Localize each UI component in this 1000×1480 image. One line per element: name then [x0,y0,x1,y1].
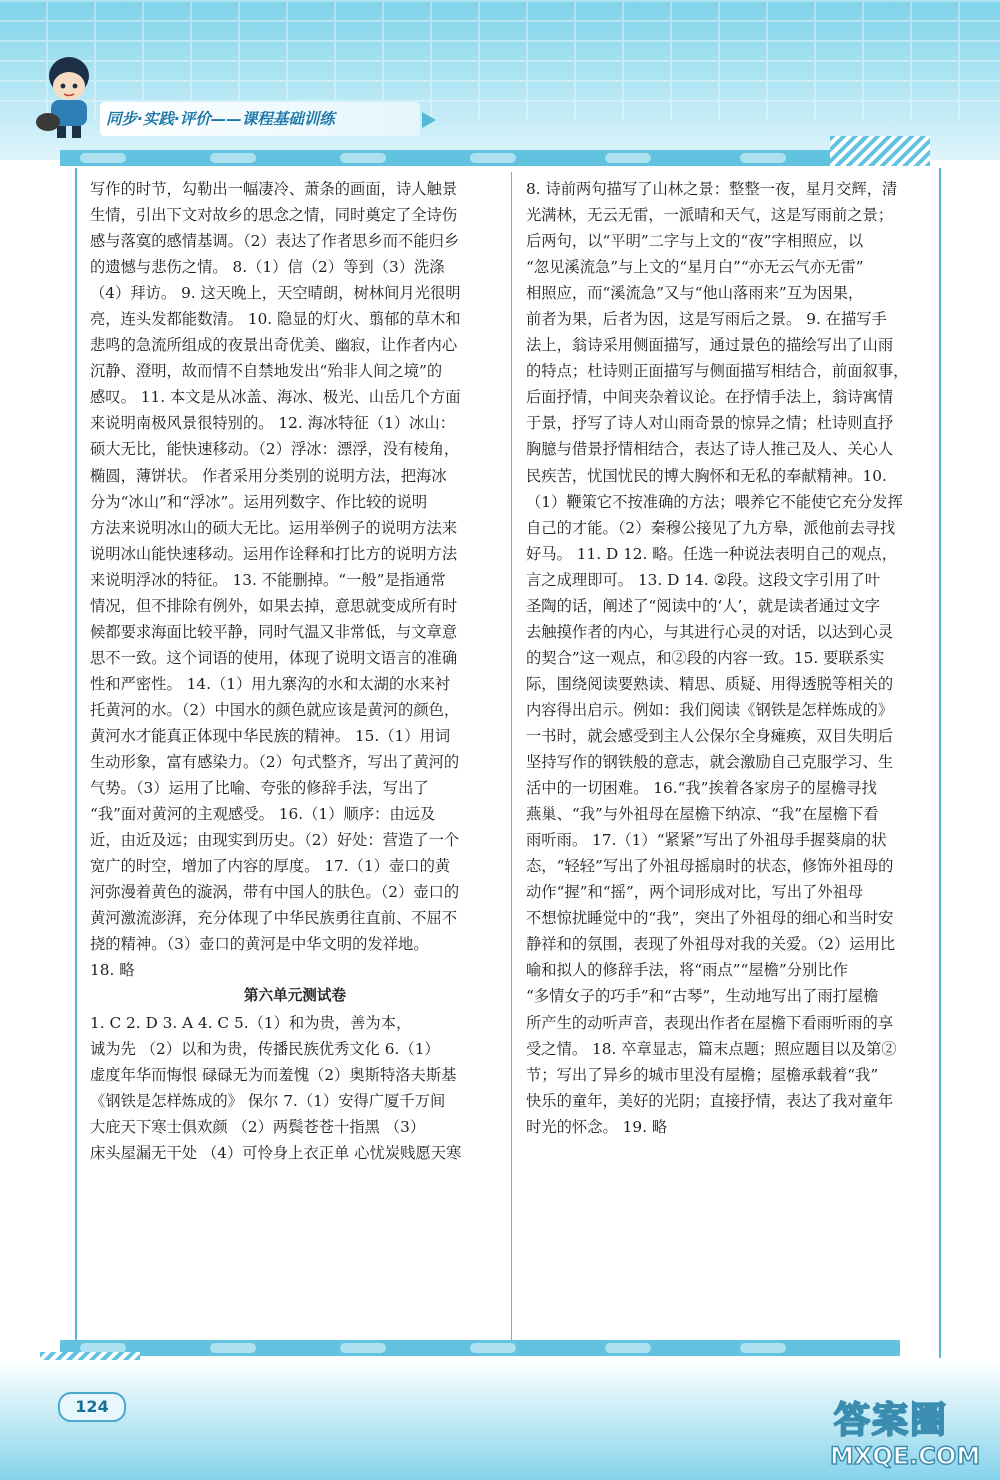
text-line: 快乐的童年，美好的光阴；直接抒情，表达了我对童年 [526,1091,894,1110]
text-line: 来说明浮冰的特征。 13. 不能删掉。“一般”是指通常 [90,570,446,589]
watermark-url: MXQE.COM [830,1442,981,1470]
left-column [90,176,500,1166]
text-line: 于景，抒写了诗人对山雨奇景的惊异之情；杜诗则直抒 [526,414,894,433]
text-line: 河弥漫着黄色的漩涡，带有中国人的肤色。（2）壶口的 [90,883,460,902]
text-line: 沉静、澄明，故而情不自禁地发出“殆非人间之境”的 [90,362,443,381]
text-line: 法上，翁诗采用侧面描写，通过景色的描绘写出了山雨 [526,336,894,355]
text-line: 燕巢、“我”与外祖母在屋檐下纳凉、“我”在屋檐下看 [526,805,879,824]
text-line: （4）拜访。 9. 这天晚上，天空晴朗，树林间月光很明 [90,284,461,303]
text-line: 的契合”这一观点，和②段的内容一致。15. 要联系实 [526,648,885,667]
text-line: 生情，引出下文对故乡的思念之情，同时奠定了全诗伤 [90,206,458,225]
text-line: 好马。 11. D 12. 略。任选一种说法表明自己的观点， [526,544,898,563]
text-line: 分为“冰山”和“浮冰”。运用列数字、作比较的说明 [90,492,428,511]
text-line: 时光的怀念。 19. 略 [526,1117,668,1136]
ribbon-tag [470,153,516,163]
ribbon-tag [740,1343,786,1353]
text-line: 诚为先 （2）以和为贵，传播民族优秀文化 6.（1） [90,1039,440,1058]
text-line: 光满林，无云无雷，一派晴和天气，这是写雨前之景； [526,206,894,225]
series-title [100,102,420,136]
text-line: 托黄河的水。（2）中国水的颜色就应该是黄河的颜色， [90,700,460,719]
text-line: 《钢铁是怎样炼成的》 保尔 7.（1）安得广厦千万间 [90,1091,446,1110]
text-line: 性和严密性。 14.（1）用九寨沟的水和太湖的水来衬 [90,674,451,693]
text-line: 静祥和的氛围，表现了外祖母对我的关爱。（2）运用比 [526,935,896,954]
text-line: 气势。（3）运用了比喻、夸张的修辞手法，写出了 [90,779,429,798]
text-line: 近，由近及远；由现实到历史。（2）好处：营造了一个 [90,831,460,850]
text-line: 候都要求海面比较平静，同时气温又非常低，与文章意 [90,622,458,641]
series-title-text: 同步·实践·评价——课程基础训练 [106,110,335,128]
text-line: 床头屋漏无干处 （4）可怜身上衣正单 心忧炭贱愿天寒 [90,1143,462,1162]
text-line: 椭圆，薄饼状。 作者采用分类别的说明方法，把海冰 [90,466,447,485]
column-divider [511,172,512,1340]
text-line: 挠的精神。（3）壶口的黄河是中华文明的发祥地。 [90,935,429,954]
text-line: 后面抒情，中间夹杂着议论。在抒情手法上，翁诗寓情 [526,388,894,407]
ribbon-tag [740,153,786,163]
text-line: 的遗憾与悲伤之情。 8.（1）信（2）等到（3）洗涤 [90,258,445,277]
text-line: “忽见溪流急”与上文的“星月白”“亦无云气亦无雷” [526,258,864,277]
text-line: 黄河激流澎湃，充分体现了中华民族勇往直前、不屈不 [90,909,458,928]
section-title: 第六单元测试卷 [243,987,347,1005]
text-line: 节；写出了异乡的城市里没有屋檐；屋檐承载着“我” [526,1065,879,1084]
bottom-ribbon [60,1340,900,1356]
text-line: 来说明南极风景很特别的。 12. 海冰特征（1）冰山： [90,414,456,433]
text-line: 悲鸣的急流所组成的夜景出奇优美、幽寂，让作者内心 [90,336,458,355]
text-line: 18. 略 [90,961,135,980]
text-line: 生动形象，富有感染力。（2）句式整齐，写出了黄河的 [90,753,460,772]
stripe-decoration [830,136,930,166]
text-line: 际，围绕阅读要熟读、精思、质疑、用得透脱等相关的 [526,674,894,693]
text-line: 情况，但不排除有例外，如果去掉，意思就变成所有时 [90,596,458,615]
text-line: 思不一致。这个词语的使用，体现了说明文语言的准确 [90,648,458,667]
text-line: 不想惊扰睡觉中的“我”，突出了外祖母的细心和当时安 [526,909,894,928]
text-line: 坚持写作的钢铁般的意志，就会激励自己克服学习、生 [526,753,894,772]
ribbon-tag [340,153,386,163]
text-line: “我”面对黄河的主观感受。 16.（1）顺序：由远及 [90,805,436,824]
text-line: 自己的才能。（2）秦穆公接见了九方皋，派他前去寻找 [526,518,896,537]
text-line: 喻和拟人的修辞手法，将“雨点”“屋檐”分别比作 [526,961,848,980]
ribbon-tag [605,153,651,163]
ribbon-tag [605,1343,651,1353]
text-line: 言之成理即可。 13. D 14. ②段。这段文字引用了叶 [526,570,881,589]
text-line: 黄河水才能真正体现中华民族的精神。 15.（1）用词 [90,726,451,745]
text-line: 民疾苦，忧国忧民的博大胸怀和无私的奉献精神。10. [526,466,887,485]
mascot-icon [34,52,104,142]
text-line: 一书时，就会感受到主人公保尔全身瘫痪，双目失明后 [526,726,894,745]
right-column [526,176,926,1140]
ribbon-tag [210,1343,256,1353]
text-line: 动作“握”和“摇”，两个词形成对比，写出了外祖母 [526,883,864,902]
text-line: 8. 诗前两句描写了山林之景：整整一夜，星月交辉，清 [526,180,898,198]
text-line: 大庇天下寒士俱欢颜 （2）两鬓苍苍十指黑 （3） [90,1117,426,1136]
text-line: “多情女子的巧手”和“古琴”，生动地写出了雨打屋檐 [526,987,879,1006]
text-line: 感与落寞的感情基调。（2）表达了作者思乡而不能归乡 [90,232,460,251]
text-line: 宽广的时空，增加了内容的厚度。 17.（1）壶口的黄 [90,857,451,876]
text-line: 所产生的动听声音，表现出作者在屋檐下看雨听雨的享 [526,1013,894,1032]
arrow-icon [422,112,436,128]
text-line: 活中的一切困难。 16.“我”挨着各家房子的屋檐寻找 [526,779,877,798]
text-line: 写作的时节，勾勒出一幅凄冷、萧条的画面，诗人触景 [90,180,458,198]
text-line: 受之情。 18. 卒章显志，篇末点题；照应题目以及第② [526,1039,897,1058]
text-line: 前者为果，后者为因，这是写雨后之景。 9. 在描写手 [526,310,887,329]
text-line: （1）鞭策它不按准确的方法；喂养它不能使它充分发挥 [526,492,903,511]
top-ribbon [60,150,900,166]
ribbon-tag [340,1343,386,1353]
text-line: 雨听雨。 17.（1）“紧紧”写出了外祖母手握葵扇的状 [526,831,887,850]
text-line: 感叹。 11. 本文是从冰盖、海冰、极光、山岳几个方面 [90,388,461,407]
text-line: 1. C 2. D 3. A 4. C 5.（1）和为贵，善为本， [90,1013,412,1032]
text-line: 方法来说明冰山的硕大无比。运用举例子的说明方法来 [90,518,458,537]
ribbon-tag [470,1343,516,1353]
text-line: 的特点；杜诗则正面描写与侧面描写相结合，前面叙事， [526,362,909,381]
text-line: 胸臆与借景抒情相结合，表达了诗人推己及人、关心人 [526,440,894,459]
text-line: 硕大无比，能快速移动。（2）浮冰：漂浮，没有棱角， [90,440,460,459]
text-line: 去触摸作者的内心，与其进行心灵的对话，以达到心灵 [526,622,894,641]
text-line: 后两句，以“平明”二字与上文的“夜”字相照应，以 [526,232,864,251]
text-line: 相照应，而“溪流急”又与“他山落雨来”互为因果， [526,284,864,303]
text-line: 虚度年华而悔恨 碌碌无为而羞愧（2）奥斯特洛夫斯基 [90,1065,457,1084]
ribbon-tag [80,153,126,163]
text-line: 亮，连头发都能数清。 10. 隐显的灯火、翦郁的草木和 [90,310,461,329]
ribbon-tag [210,153,256,163]
text-line: 圣陶的话，阐述了“阅读中的‘人’，就是读者通过文字 [526,596,881,615]
text-line: 态，“轻轻”写出了外祖母摇扇时的状态，修饰外祖母的 [526,857,894,876]
text-line: 内容得出启示。例如：我们阅读《钢铁是怎样炼成的》 [526,700,894,719]
page-number: 124 [58,1392,126,1422]
text-line: 说明冰山能快速移动。运用作诠释和打比方的说明方法 [90,544,458,563]
watermark-logo: 答案圈 [834,1400,949,1441]
